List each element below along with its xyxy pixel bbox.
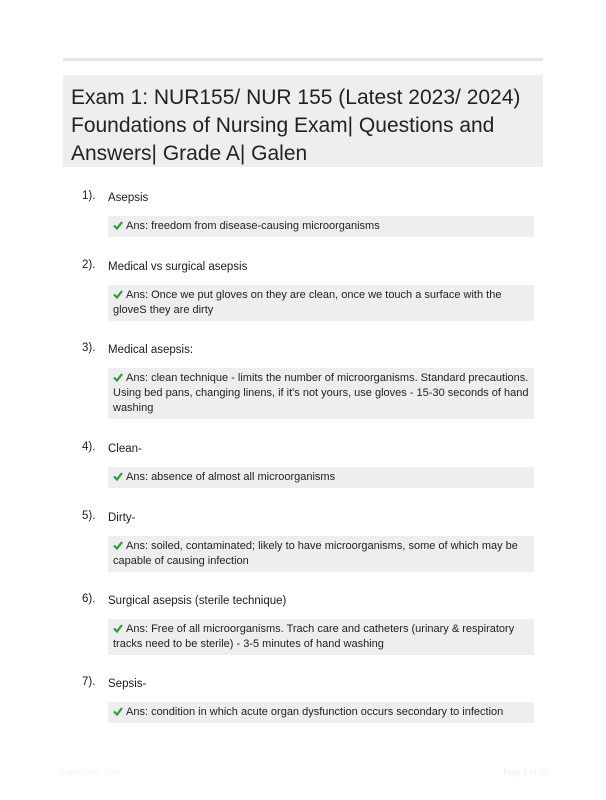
answer-box bbox=[108, 702, 534, 723]
answer-box bbox=[108, 368, 534, 419]
qa-item-2 bbox=[0, 259, 606, 316]
question-text: Surgical asepsis (sterile technique) bbox=[108, 595, 287, 607]
answer-box bbox=[108, 619, 534, 655]
checkmark-icon bbox=[113, 372, 123, 382]
question-number: 7). bbox=[82, 676, 96, 688]
qa-item-6 bbox=[0, 593, 606, 650]
answer-box bbox=[108, 216, 534, 237]
checkmark-icon bbox=[113, 220, 123, 230]
answer-text: Ans: freedom from disease-causing microorganisms bbox=[126, 220, 380, 232]
answer-box bbox=[108, 467, 534, 488]
qa-item-7 bbox=[0, 676, 606, 718]
question-number: 2). bbox=[82, 259, 96, 271]
question-number: 6). bbox=[82, 593, 96, 605]
question-text: Sepsis- bbox=[108, 678, 147, 690]
answer-text: Ans: soiled, contaminated; likely to have microorganisms, some of which may be capable of causing infection bbox=[113, 540, 518, 567]
question-text: Dirty- bbox=[108, 512, 136, 524]
answer-text: Ans: absence of almost all microorganisms bbox=[126, 471, 336, 483]
page-title: Exam 1: NUR155/ NUR 155 (Latest 2023/ 2024) Foundations of Nursing Exam| Questions and Answers| Grade A| Galen bbox=[71, 86, 521, 165]
answer-box bbox=[108, 536, 534, 572]
question-text: Medical asepsis: bbox=[108, 344, 194, 356]
question-number: 4). bbox=[82, 441, 96, 453]
answer-text: Ans: condition in which acute organ dysfunction occurs secondary to infection bbox=[126, 706, 504, 718]
answer-text: Ans: Once we put gloves on they are clean, once we touch a surface with the gloveS they are dirty bbox=[113, 289, 502, 316]
checkmark-icon bbox=[113, 471, 123, 481]
checkmark-icon bbox=[113, 289, 123, 299]
qa-item-3 bbox=[0, 342, 606, 414]
qa-item-1 bbox=[0, 190, 606, 232]
answer-box bbox=[108, 285, 534, 321]
question-number: 5). bbox=[82, 510, 96, 522]
footer-watermark: PaperStoc.com bbox=[59, 767, 121, 777]
answer-text: Ans: clean technique - limits the number of microorganisms. Standard precautions. Using bed pans, changing linens, if it's not yours, use gloves - 15-30 seconds of hand washing bbox=[113, 372, 529, 414]
qa-item-5 bbox=[0, 510, 606, 567]
question-text: Clean- bbox=[108, 443, 142, 455]
qa-item-4 bbox=[0, 441, 606, 483]
question-number: 3). bbox=[82, 342, 96, 354]
question-text: Asepsis bbox=[108, 192, 149, 204]
checkmark-icon bbox=[113, 623, 123, 633]
checkmark-icon bbox=[113, 540, 123, 550]
question-text: Medical vs surgical asepsis bbox=[108, 261, 248, 273]
page-number: Page 1 of 29 bbox=[503, 767, 549, 777]
question-number: 1). bbox=[82, 190, 96, 202]
answer-text: Ans: Free of all microorganisms. Trach care and catheters (urinary & respiratory tracks need to be sterile) - 3-5 minutes of hand washing bbox=[113, 623, 515, 650]
title-box bbox=[63, 75, 543, 167]
checkmark-icon bbox=[113, 706, 123, 716]
top-divider bbox=[63, 58, 543, 61]
